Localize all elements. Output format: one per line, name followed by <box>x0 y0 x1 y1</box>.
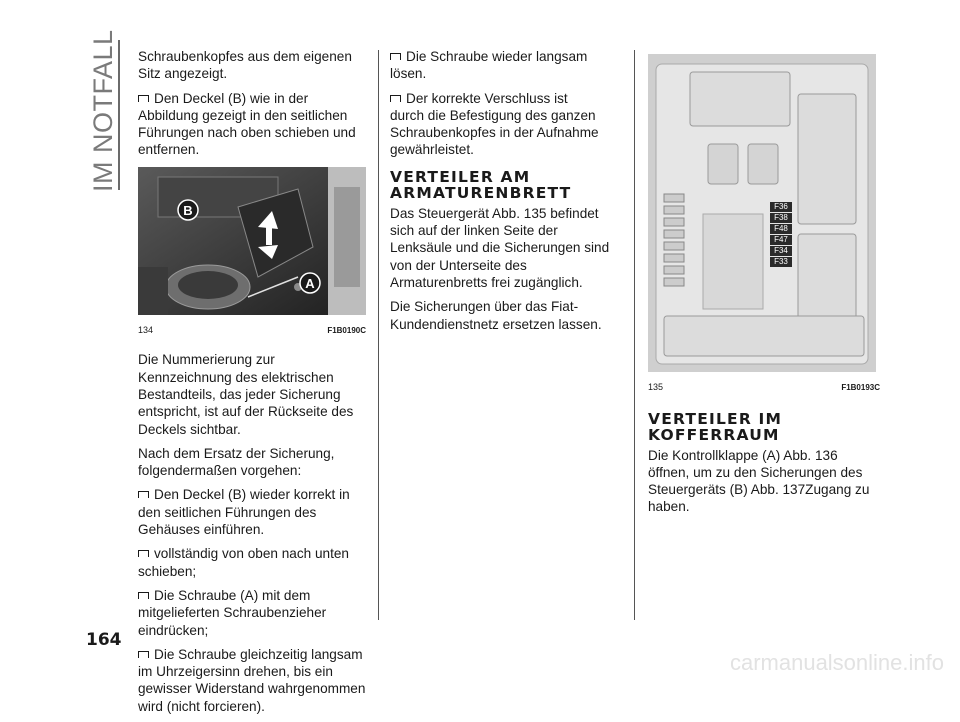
heading-trunk-fuses: VERTEILER IM KOFFERRAUM <box>648 409 783 444</box>
paragraph-intro: Schraubenkopfes aus dem eigenen Sitz angezeigt. <box>138 49 352 82</box>
heading-dashboard-fuses: VERTEILER AM ARMATURENBRETT <box>390 167 572 202</box>
section-tab <box>86 29 120 200</box>
bullet-icon <box>390 53 401 60</box>
bullet-item <box>138 486 366 538</box>
paragraph-numbering: Die Nummerierung zur Kennzeichnung des elektrischen Bestandteils, das jeder Sicherung entspricht, ist auf der Rückseite des Deckels sichtbar. <box>138 352 354 437</box>
figure-labels <box>138 167 366 315</box>
bullet-icon <box>390 95 401 102</box>
bullet-item <box>138 90 366 159</box>
figure-code: F1B0190C <box>327 326 366 336</box>
fuse-box-diagram <box>648 54 876 372</box>
paragraph-after: Nach dem Ersatz der Sicherung, folgendermaßen vorgehen: <box>138 445 335 479</box>
bullet-item <box>138 646 366 715</box>
paragraph-location: Das Steuergerät Abb. 135 befindet sich auf der linken Seite der Lenksäule und die Sicherungen sind von der Unterseite des Armaturenbretts frei zugänglich. <box>390 205 610 290</box>
fuse-label: F33 <box>770 257 792 267</box>
figure-code: F1B0193C <box>841 383 880 393</box>
label-b: B <box>183 202 193 218</box>
bullet-icon <box>138 592 149 599</box>
bullet-text: Die Schraube gleichzeitig langsam im Uhrzeigersinn drehen, bis ein gewisser Widerstand wahrgenommen wird (nicht forcieren). <box>138 646 366 714</box>
fuse-labels <box>770 202 792 268</box>
bullet-item <box>138 587 366 639</box>
figure-caption <box>648 379 880 396</box>
bullet-text: Die Schraube (A) mit dem mitgelieferten Schraubenzieher eindrücken; <box>138 587 327 638</box>
figure-caption <box>138 322 366 339</box>
bullet-icon <box>138 651 149 658</box>
bullet-item <box>138 545 366 580</box>
bullet-text: Den Deckel (B) wieder korrekt in den seitlichen Führungen des Gehäuses einführen. <box>138 487 350 538</box>
fuse-label: F47 <box>770 235 792 245</box>
bullet-item <box>390 48 622 83</box>
bullet-text: vollständig von oben nach unten schieben; <box>138 546 349 579</box>
bullet-icon <box>138 491 149 498</box>
watermark: carmanualsonline.info <box>729 650 944 675</box>
paragraph-service: Die Sicherungen über das Fiat-Kundendienstnetz ersetzen lassen. <box>390 299 602 332</box>
bullet-icon <box>138 550 149 557</box>
bullet-item <box>390 90 622 107</box>
figure-134 <box>138 167 366 340</box>
bullet-icon <box>138 95 149 102</box>
fuse-label: F38 <box>770 213 792 223</box>
fuse-label: F36 <box>770 202 792 212</box>
label-a: A <box>305 275 315 291</box>
fuse-label: F48 <box>770 224 792 234</box>
bullet-text: Die Schraube wieder langsam lösen. <box>390 49 588 82</box>
column-divider-1 <box>378 50 379 620</box>
section-tab-rule <box>118 40 120 190</box>
page-number: 164 <box>86 630 122 650</box>
column-1 <box>138 48 366 722</box>
fuse-label: F34 <box>770 246 792 256</box>
figure-number: 134 <box>138 325 154 336</box>
paragraph-trunk: Die Kontrollklappe (A) Abb. 136 öffnen, um zu den Sicherungen des Steuergeräts (B) Abb. 137Zugang zu haben. <box>648 447 870 515</box>
column-divider-2 <box>634 50 635 620</box>
column-3 <box>648 48 880 523</box>
column-2 <box>390 48 622 340</box>
figure-135 <box>648 54 880 397</box>
bullet-text: Den Deckel (B) wie in der Abbildung gezeigt in den seitlichen Führungen nach oben schieben und entfernen. <box>138 90 356 158</box>
figure-number: 135 <box>648 382 664 393</box>
bullet-text: Der korrekte Verschluss ist <box>406 90 568 106</box>
paragraph-continuation: durch die Befestigung des ganzen Schraubenkopfes in der Aufnahme gewährleistet. <box>390 107 599 158</box>
section-title: IM NOTFALL <box>88 29 118 192</box>
